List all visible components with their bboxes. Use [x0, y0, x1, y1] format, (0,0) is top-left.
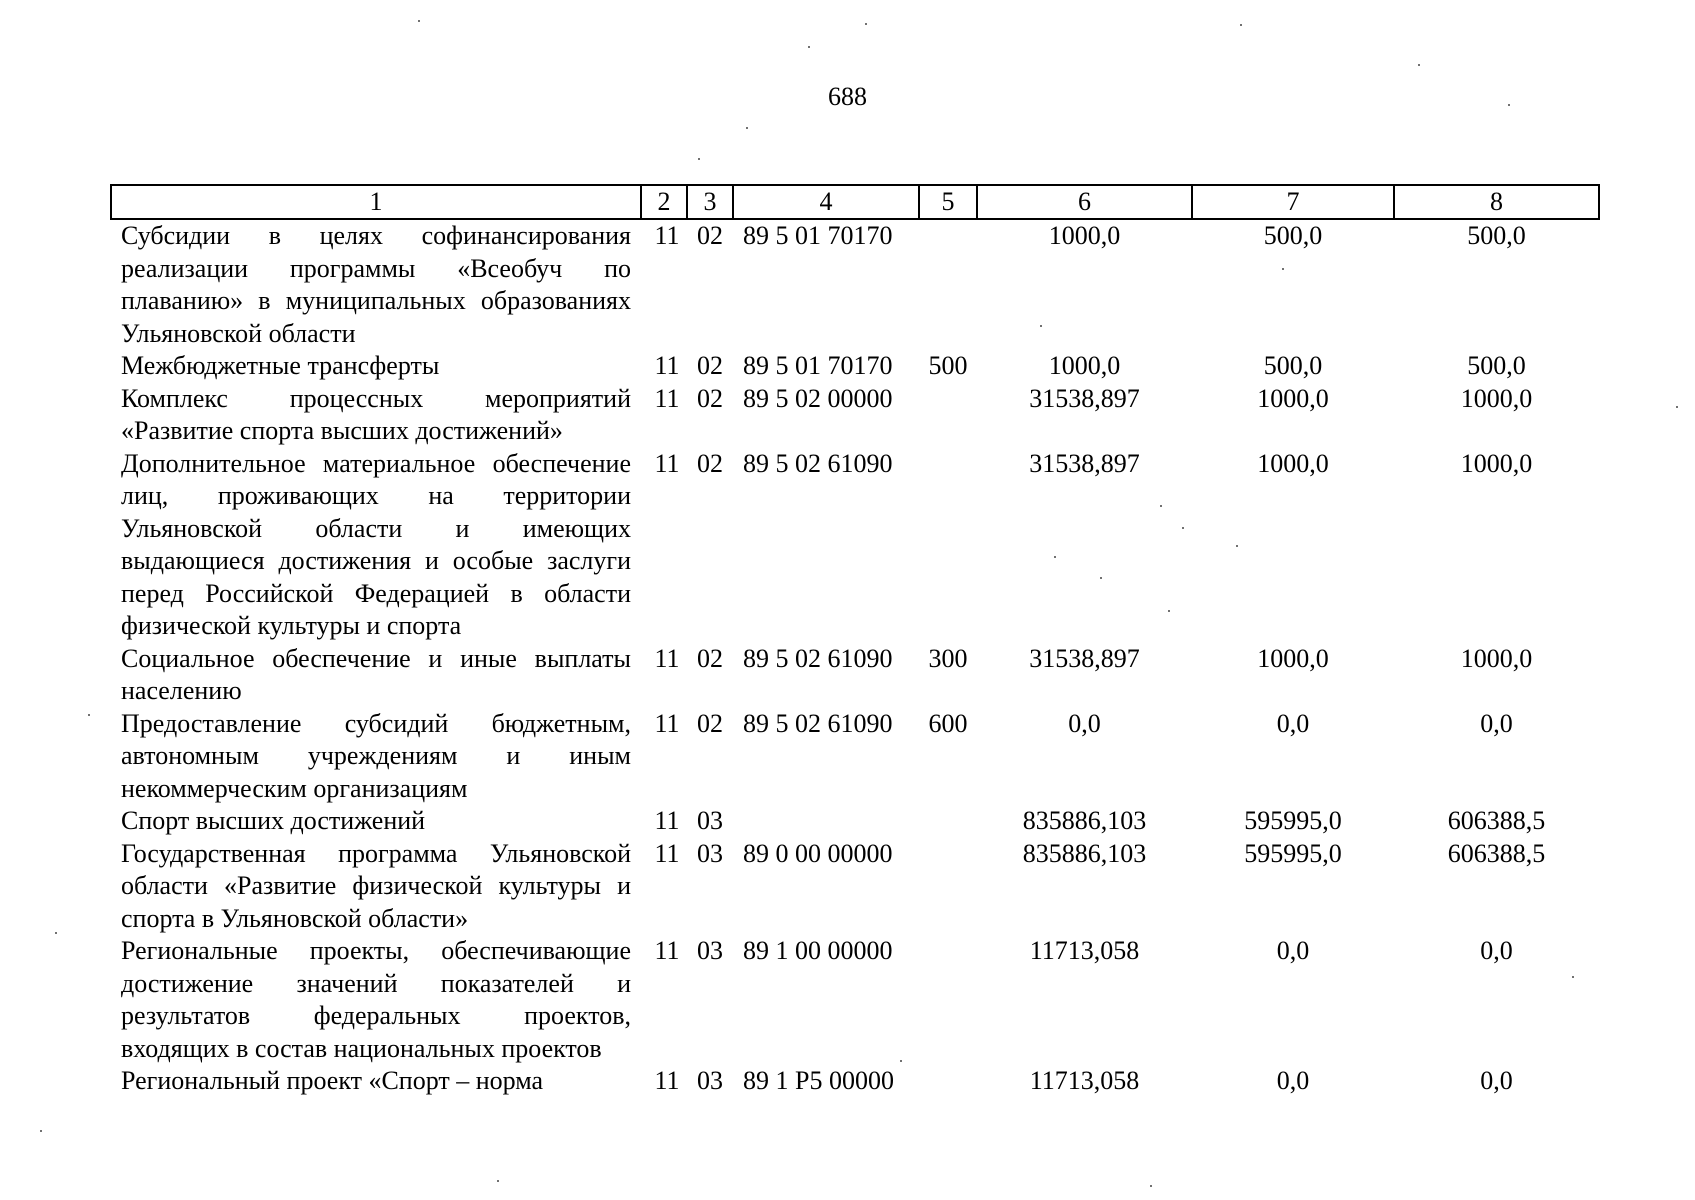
target-article-cell: 89 5 02 61090 — [743, 708, 893, 738]
amount-col8-cell: 500,0 — [1467, 221, 1526, 250]
header-row — [111, 185, 1599, 219]
scan-speck — [1150, 1185, 1152, 1187]
scan-speck — [40, 1130, 42, 1132]
amount-col7-cell: 595995,0 — [1244, 838, 1342, 868]
amount-col8-cell: 0,0 — [1480, 1066, 1513, 1095]
amount-col6-cell: 835886,103 — [1022, 838, 1147, 868]
scan-speck — [88, 714, 90, 716]
row-name-cell: Социальное обеспечение и иные выплаты населению — [121, 643, 631, 705]
section-code-cell: 11 — [654, 708, 680, 738]
scan-speck — [865, 23, 867, 25]
scan-speck — [1236, 545, 1238, 547]
scan-speck — [1572, 976, 1574, 978]
amount-col7-cell: 1000,0 — [1257, 448, 1329, 478]
scan-speck — [1040, 325, 1042, 327]
section-code-cell: 11 — [654, 806, 680, 835]
subsection-code-cell: 02 — [697, 643, 723, 673]
section-code-cell: 11 — [654, 1066, 680, 1095]
scan-speck — [1508, 104, 1510, 106]
column-header-5: 5 — [919, 185, 977, 219]
amount-col6-cell: 0,0 — [1068, 708, 1101, 738]
table-body — [111, 219, 1599, 1098]
amount-col8-cell: 1000,0 — [1460, 643, 1533, 673]
subsection-code-cell: 02 — [697, 448, 723, 478]
expense-type-cell: 300 — [928, 643, 968, 673]
table-row — [111, 708, 1599, 806]
section-code-cell: 11 — [654, 351, 680, 380]
column-header-2: 2 — [641, 185, 687, 219]
scan-speck — [1160, 505, 1162, 507]
scan-speck — [698, 158, 700, 160]
subsection-code-cell: 03 — [697, 1066, 723, 1095]
expense-type-cell: 500 — [928, 351, 968, 380]
section-code-cell: 11 — [654, 448, 680, 478]
row-name-cell: Межбюджетные трансферты — [121, 351, 440, 380]
row-name-cell: Комплекс процессных мероприятий «Развитие спорта высших достижений» — [121, 383, 631, 445]
row-name-cell: Региональные проекты, обеспечивающие достижение значений показателей и результатов федеральных проектов, входящих в состав национальных проектов — [121, 936, 631, 1063]
row-name-cell: Региональный проект «Спорт – норма — [121, 1066, 544, 1095]
table-row — [111, 350, 1599, 383]
amount-col7-cell: 500,0 — [1263, 221, 1323, 250]
target-article-cell: 89 1 00 00000 — [743, 936, 893, 965]
target-article-cell — [733, 805, 919, 838]
scan-speck — [497, 1180, 499, 1182]
amount-col7-cell: 500,0 — [1263, 351, 1323, 380]
subsection-code-cell: 02 — [697, 221, 723, 250]
amount-col8-cell: 606388,5 — [1447, 806, 1546, 835]
scan-speck — [746, 127, 748, 129]
table-row — [111, 219, 1599, 350]
amount-col8-cell: 1000,0 — [1460, 448, 1533, 478]
table-row — [111, 935, 1599, 1065]
row-name-cell: Государственная программа Ульяновской области «Развитие физической культуры и спорта в Ульяновской области» — [121, 838, 631, 933]
amount-col6-cell: 31538,897 — [1029, 383, 1140, 413]
target-article-cell: 89 1 P5 00000 — [743, 1066, 894, 1095]
amount-col6-cell: 11713,058 — [1029, 936, 1140, 965]
scan-speck — [1182, 527, 1184, 529]
section-code-cell: 11 — [654, 383, 680, 413]
target-article-cell: 89 5 01 70170 — [743, 221, 893, 250]
amount-col6-cell: 1000,0 — [1048, 351, 1121, 380]
section-code-cell: 11 — [654, 838, 680, 868]
table-row — [111, 838, 1599, 936]
column-header-3: 3 — [687, 185, 733, 219]
table-row — [111, 643, 1599, 708]
target-article-cell: 89 5 02 61090 — [743, 643, 893, 673]
table-row — [111, 1065, 1599, 1098]
column-header-1: 1 — [111, 185, 641, 219]
scan-speck — [900, 1060, 902, 1062]
amount-col6-cell: 31538,897 — [1029, 448, 1140, 478]
scan-speck — [808, 46, 810, 48]
amount-col7-cell: 1000,0 — [1257, 643, 1329, 673]
expense-type-cell — [919, 838, 977, 936]
amount-col6-cell: 835886,103 — [1022, 806, 1147, 835]
amount-col8-cell: 0,0 — [1480, 936, 1513, 965]
section-code-cell: 11 — [654, 643, 680, 673]
row-name-cell: Предоставление субсидий бюджетным, автономным учреждениям и иным некоммерческим организациям — [121, 708, 631, 803]
amount-col8-cell: 606388,5 — [1447, 838, 1546, 868]
table-row — [111, 448, 1599, 643]
expense-type-cell — [919, 448, 977, 643]
scan-speck — [55, 932, 57, 934]
expense-type-cell: 600 — [928, 708, 968, 738]
amount-col6-cell: 11713,058 — [1029, 1066, 1140, 1095]
section-code-cell: 11 — [654, 936, 680, 965]
amount-col7-cell: 0,0 — [1276, 1066, 1310, 1095]
section-code-cell: 11 — [654, 221, 680, 250]
scan-speck — [1282, 268, 1284, 270]
scan-speck — [1100, 577, 1102, 579]
scan-speck — [1168, 610, 1170, 612]
subsection-code-cell: 03 — [697, 806, 723, 835]
subsection-code-cell: 02 — [697, 351, 723, 380]
amount-col7-cell: 0,0 — [1276, 708, 1310, 738]
target-article-cell: 89 5 01 70170 — [743, 351, 893, 380]
amount-col8-cell: 1000,0 — [1460, 383, 1533, 413]
expense-type-cell — [919, 383, 977, 448]
expense-type-cell — [919, 935, 977, 1065]
amount-col7-cell: 1000,0 — [1257, 383, 1329, 413]
scan-speck — [1240, 24, 1242, 26]
target-article-cell: 89 5 02 61090 — [743, 448, 893, 478]
scan-speck — [1676, 406, 1678, 408]
scan-speck — [1418, 64, 1420, 66]
table-row — [111, 805, 1599, 838]
column-header-7: 7 — [1192, 185, 1394, 219]
amount-col8-cell: 500,0 — [1467, 351, 1526, 380]
page-number: 688 — [828, 82, 867, 111]
amount-col8-cell: 0,0 — [1480, 708, 1513, 738]
row-name-cell: Дополнительное материальное обеспечение лиц, проживающих на территории Ульяновской области и имеющих выдающиеся достижения и особые заслуги перед Российской Федерацией в области физической культуры и спорта — [121, 448, 631, 640]
subsection-code-cell: 03 — [697, 838, 723, 868]
expense-type-cell — [919, 219, 977, 350]
subsection-code-cell: 02 — [697, 708, 723, 738]
subsection-code-cell: 02 — [697, 383, 723, 413]
target-article-cell: 89 5 02 00000 — [743, 383, 893, 413]
column-header-8: 8 — [1394, 185, 1599, 219]
target-article-cell: 89 0 00 00000 — [743, 838, 893, 868]
budget-table — [110, 184, 1600, 1098]
column-header-6: 6 — [977, 185, 1192, 219]
scan-speck — [1054, 556, 1056, 558]
amount-col7-cell: 0,0 — [1276, 936, 1310, 965]
table-row — [111, 383, 1599, 448]
expense-type-cell — [919, 805, 977, 838]
column-header-4: 4 — [733, 185, 919, 219]
scan-speck — [418, 20, 420, 22]
subsection-code-cell: 03 — [697, 936, 723, 965]
row-name-cell: Субсидии в целях софинансирования реализации программы «Всеобуч по плаванию» в муниципальных образованиях Ульяновской области — [121, 221, 631, 348]
amount-col7-cell: 595995,0 — [1244, 806, 1342, 835]
row-name-cell: Спорт высших достижений — [121, 806, 426, 835]
amount-col6-cell: 31538,897 — [1029, 643, 1140, 673]
amount-col6-cell: 1000,0 — [1048, 221, 1121, 250]
expense-type-cell — [919, 1065, 977, 1098]
